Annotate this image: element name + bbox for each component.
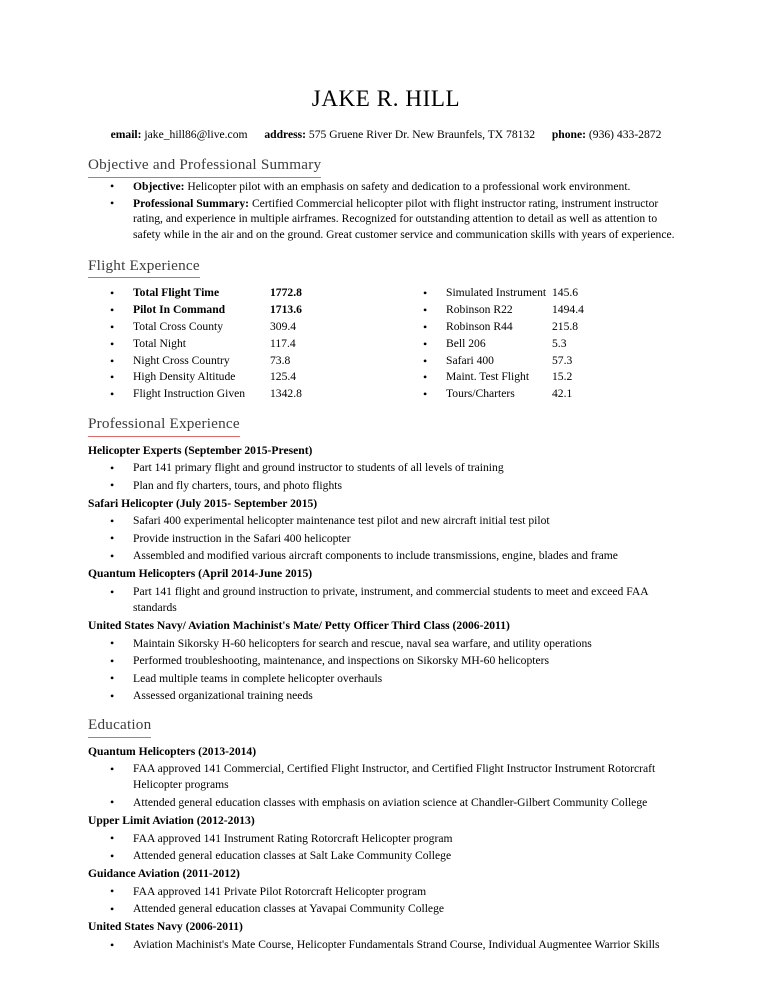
section-heading-professional-experience: Professional Experience	[88, 414, 240, 437]
objective-item	[88, 179, 684, 195]
entry-point: • Assembled and modified various aircraft components to include transmissions, engine, blades and frame	[88, 548, 684, 564]
flight-experience-label: • Robinson R44	[446, 320, 513, 334]
entry-point-list	[88, 831, 684, 864]
objective-item-label: Objective:	[133, 179, 185, 193]
objective-item	[88, 196, 684, 243]
entry-title: Safari Helicopter (July 2015- September 2015)	[88, 496, 318, 510]
flight-experience-row	[88, 369, 410, 386]
flight-experience-right-column	[410, 285, 684, 403]
entry-point: • Maintain Sikorsky H-60 helicopters for search and rescue, naval sea warfare, and utility operations	[88, 636, 684, 652]
entry-point: • FAA approved 141 Instrument Rating Rotorcraft Helicopter program	[88, 831, 684, 847]
professional-experience-entries	[88, 443, 684, 705]
contact-line	[88, 127, 684, 142]
flight-experience-value: 73.8	[270, 353, 291, 367]
email-value: jake_hill86@live.com	[144, 128, 248, 142]
section-flight-experience	[88, 256, 684, 403]
entry-point: • Attended general education classes at Salt Lake Community College	[88, 848, 684, 864]
flight-experience-label: • Safari 400	[446, 353, 494, 367]
entry-point: • Aviation Machinist's Mate Course, Helicopter Fundamentals Strand Course, Individual Augmentee Warrior Skills	[88, 937, 684, 953]
phone-value: (936) 433-2872	[588, 128, 662, 142]
flight-experience-label: • High Density Altitude	[133, 370, 236, 384]
flight-experience-value: 117.4	[270, 336, 296, 350]
flight-experience-value: 1342.8	[270, 387, 302, 401]
address-label: address:	[264, 128, 306, 142]
entry-point-list	[88, 636, 684, 704]
flight-experience-value: 57.3	[552, 353, 573, 367]
entry-point-list	[88, 460, 684, 493]
flight-experience-value: 215.8	[552, 320, 579, 334]
entry-point: • Part 141 primary flight and ground instructor to students of all levels of training	[88, 460, 684, 476]
flight-experience-label: • Tours/Charters	[446, 387, 515, 401]
flight-experience-label: • Bell 206	[446, 336, 486, 350]
flight-experience-label: • Total Cross County	[133, 320, 224, 334]
entry-point: • FAA approved 141 Commercial, Certified Flight Instructor, and Certified Flight Instructor Instrument Rotorcraft Helicopter programs	[88, 761, 684, 793]
flight-experience-value: 1494.4	[552, 303, 584, 317]
objective-list	[88, 179, 684, 243]
entry-point: • Assessed organizational training needs	[88, 688, 684, 704]
flight-experience-row	[88, 336, 410, 353]
flight-experience-value: 309.4	[270, 320, 297, 334]
flight-experience-row	[88, 302, 410, 319]
flight-experience-row	[410, 302, 684, 319]
entry-point: • Attended general education classes with emphasis on aviation science at Chandler-Gilbert Community College	[88, 795, 684, 811]
section-education	[88, 715, 684, 953]
resume-content	[88, 0, 684, 953]
entry-point: • Plan and fly charters, tours, and photo flights	[88, 478, 684, 494]
address-value: 575 Gruene River Dr. New Braunfels, TX 78132	[308, 128, 536, 142]
entry-title: Quantum Helicopters (2013-2014)	[88, 744, 257, 758]
flight-experience-label: • Robinson R22	[446, 303, 513, 317]
flight-experience-row	[410, 386, 684, 403]
flight-experience-row	[88, 386, 410, 403]
entry-title: United States Navy (2006-2011)	[88, 920, 243, 934]
entry-title: Helicopter Experts (September 2015-Present)	[88, 443, 313, 457]
flight-experience-left-column	[88, 285, 410, 403]
entry-point: • Performed troubleshooting, maintenance, and inspections on Sikorsky MH-60 helicopters	[88, 653, 684, 669]
section-professional-experience	[88, 414, 684, 704]
objective-item-label: Professional Summary:	[133, 196, 250, 210]
entry-title: Upper Limit Aviation (2012-2013)	[88, 813, 255, 827]
entry-point: • Lead multiple teams in complete helicopter overhauls	[88, 671, 684, 687]
entry-point-list	[88, 513, 684, 564]
email-label: email:	[110, 128, 142, 142]
objective-item-text: Certified Commercial helicopter pilot with flight instructor rating, instrument instructor rating, and experience in multiple airframes. Recognized for outstanding attention to detail as well as attention to safety while in the air and on the ground. Great customer service and communication skills with years of experience.	[133, 196, 675, 242]
section-heading-education: Education	[88, 715, 151, 738]
flight-experience-value: 125.4	[270, 370, 297, 384]
entry-title: Guidance Aviation (2011-2012)	[88, 867, 240, 881]
entry-point: • Safari 400 experimental helicopter maintenance test pilot and new aircraft initial test pilot	[88, 513, 684, 529]
flight-right-list	[410, 285, 684, 403]
flight-experience-label: • Maint. Test Flight	[446, 370, 530, 384]
flight-experience-row	[88, 353, 410, 370]
objective-item-text: Helicopter pilot with an emphasis on safety and dedication to a professional work environment.	[184, 179, 631, 193]
flight-experience-label: • Total Flight Time	[133, 286, 220, 300]
flight-experience-row	[88, 319, 410, 336]
flight-left-list	[88, 285, 410, 403]
flight-experience-label: • Total Night	[133, 336, 186, 350]
flight-experience-value: 42.1	[552, 387, 573, 401]
section-heading-flight-experience: Flight Experience	[88, 256, 200, 279]
flight-experience-value: 5.3	[552, 336, 567, 350]
flight-experience-value: 15.2	[552, 370, 573, 384]
flight-experience-value: 145.6	[552, 286, 579, 300]
entry-point-list	[88, 761, 684, 810]
flight-experience-label: • Simulated Instrument	[446, 286, 547, 300]
phone-label: phone:	[551, 128, 587, 142]
flight-experience-columns	[88, 285, 684, 403]
entry-point: • Part 141 flight and ground instruction to private, instrument, and commercial students to meet and exceed FAA standards	[88, 584, 684, 616]
entry-point-list	[88, 884, 684, 917]
flight-experience-row	[410, 369, 684, 386]
entry-point-list	[88, 584, 684, 616]
entry-title: Quantum Helicopters (April 2014-June 2015)	[88, 567, 313, 581]
page-title: JAKE R. HILL	[311, 86, 461, 111]
entry-point-list	[88, 937, 684, 953]
flight-experience-value: 1713.6	[270, 303, 302, 317]
education-entries	[88, 744, 684, 953]
entry-point: • Provide instruction in the Safari 400 helicopter	[88, 531, 684, 547]
flight-experience-row	[88, 285, 410, 302]
entry-point: • FAA approved 141 Private Pilot Rotorcraft Helicopter program	[88, 884, 684, 900]
flight-experience-row	[410, 319, 684, 336]
entry-point: • Attended general education classes at Yavapai Community College	[88, 901, 684, 917]
flight-experience-row	[410, 285, 684, 302]
flight-experience-label: • Flight Instruction Given	[133, 387, 246, 401]
flight-experience-row	[410, 336, 684, 353]
flight-experience-row	[410, 353, 684, 370]
flight-experience-label: • Pilot In Command	[133, 303, 226, 317]
section-heading-objective: Objective and Professional Summary	[88, 155, 321, 178]
entry-title: United States Navy/ Aviation Machinist's Mate/ Petty Officer Third Class (2006-2011)	[88, 619, 510, 633]
flight-experience-label: • Night Cross Country	[133, 353, 230, 367]
section-objective	[88, 155, 684, 243]
flight-experience-value: 1772.8	[270, 286, 302, 300]
